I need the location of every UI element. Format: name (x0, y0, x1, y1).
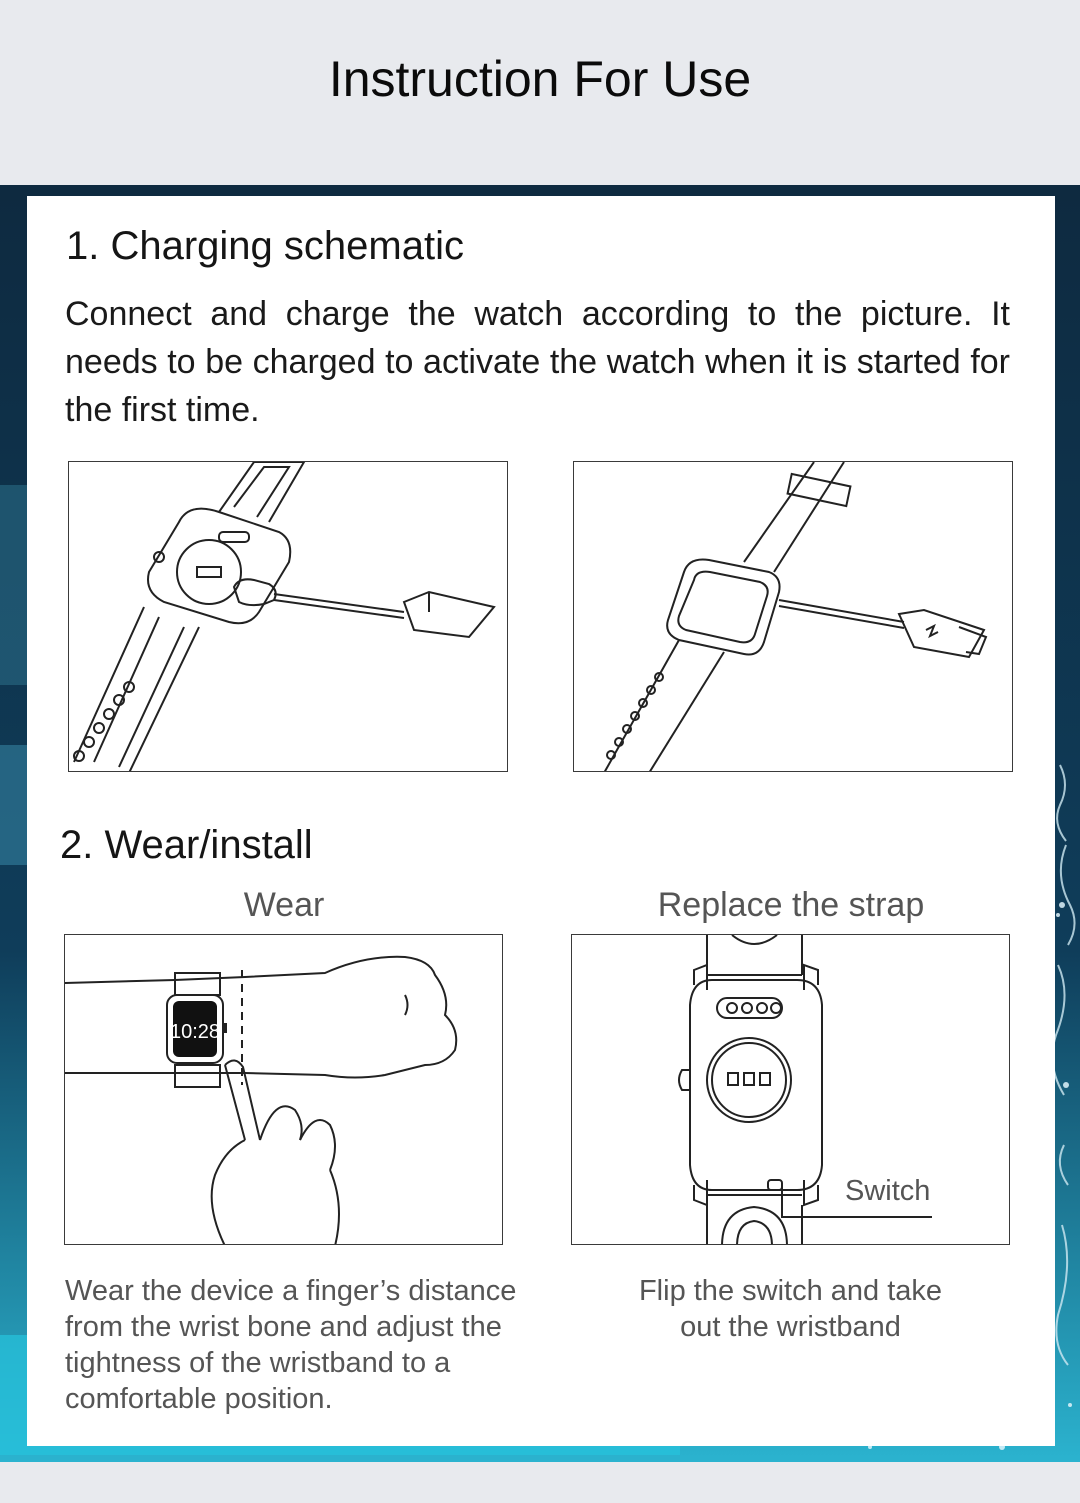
wrist-wear-illustration (65, 935, 503, 1245)
watch-time: 10:28 (169, 1021, 221, 1043)
wear-caption (65, 1273, 545, 1417)
strap-replace-illustration (572, 935, 1010, 1245)
wear-caption-line: tightness of the wristband to a (65, 1347, 451, 1379)
wear-title: Wear (243, 886, 325, 924)
switch-label: Switch (845, 1175, 931, 1207)
strap-caption-line: Flip the switch and take (638, 1275, 943, 1307)
replace-strap-title: Replace the strap (657, 886, 925, 924)
wear-caption-line: comfortable position. (65, 1383, 333, 1415)
page-title: Instruction For Use (328, 51, 752, 107)
section2-heading: 2. Wear/install (60, 823, 313, 867)
charging-figure-back (68, 461, 508, 772)
wear-caption-line: Wear the device a finger’s distance (65, 1275, 517, 1307)
footer-band (0, 1462, 1080, 1503)
page-header (0, 0, 1080, 185)
watch-front-charging-illustration (574, 462, 1013, 772)
watch-back-charging-illustration (69, 462, 508, 772)
wear-caption-line: from the wrist bone and adjust the (65, 1311, 502, 1343)
section1-heading: 1. Charging schematic (66, 224, 464, 268)
section1-paragraph: Connect and charge the watch according to the picture. It needs to be charged to activate the watch when it is started for the first time. (65, 295, 1010, 429)
strap-caption-line: out the wristband (680, 1311, 901, 1343)
replace-strap-figure (571, 934, 1010, 1245)
wear-figure (64, 934, 503, 1245)
strap-caption (571, 1273, 1010, 1345)
charging-figure-front (573, 461, 1013, 772)
